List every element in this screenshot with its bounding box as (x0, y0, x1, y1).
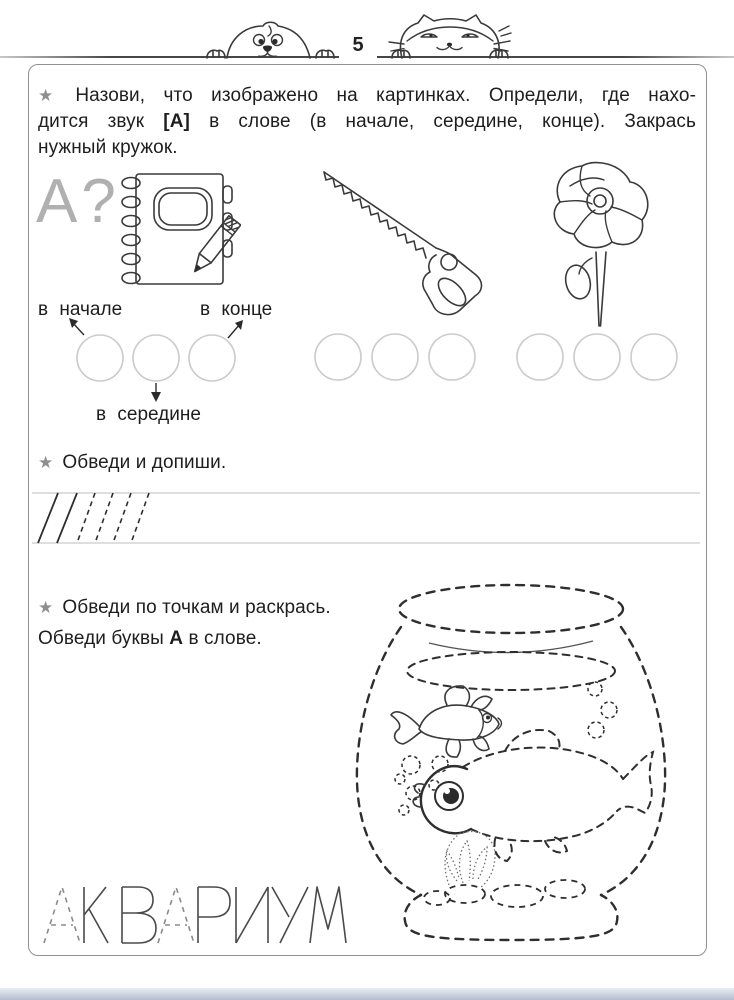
label-middle: в середине (96, 404, 201, 425)
small-fish-icon (391, 686, 502, 757)
letter-prompt: А? (36, 167, 120, 236)
notebook-icon (116, 166, 241, 298)
task-star-icon: ★ (38, 86, 67, 105)
letter-a-token: А (169, 628, 184, 649)
answer-circle[interactable] (315, 334, 361, 380)
trace-letter[interactable] (122, 887, 156, 943)
trace-letter[interactable] (198, 887, 230, 943)
trace-word-svg[interactable] (42, 884, 352, 946)
dog-icon (203, 18, 341, 60)
label-end: в конце (200, 299, 273, 320)
trace-letter[interactable] (236, 887, 268, 943)
trace-letter[interactable] (310, 887, 346, 943)
answer-circle[interactable] (189, 335, 235, 381)
task1-line1: ★ Назови, что изображено на картинках. Определи, где нахо- (38, 85, 696, 106)
task-star-icon: ★ (38, 598, 54, 617)
trace-letter[interactable] (44, 887, 80, 943)
label-begin: в начале (38, 299, 123, 320)
cat-icon (386, 12, 516, 62)
answer-circle[interactable] (77, 335, 123, 381)
task1-instruction (38, 83, 696, 161)
answer-circle[interactable] (133, 335, 179, 381)
answer-circle[interactable] (631, 334, 677, 380)
trace-letter[interactable] (158, 887, 194, 943)
trace-letter[interactable] (84, 887, 108, 943)
task1-line2: дится звук [А] в слове (в начале, середине, конце). Закрась (38, 111, 696, 132)
answer-circle[interactable] (574, 334, 620, 380)
tracing-lines[interactable] (32, 483, 702, 551)
answer-circle[interactable] (517, 334, 563, 380)
task1-line3: нужный кружок. (38, 137, 178, 158)
answer-circle[interactable] (429, 334, 475, 380)
seaweed-icon (445, 831, 495, 887)
answer-area (32, 288, 702, 430)
answer-circle[interactable] (372, 334, 418, 380)
big-fish-icon (413, 730, 653, 861)
aquarium-icon[interactable] (345, 583, 690, 947)
task-star-icon: ★ (38, 453, 54, 472)
bottom-strip (0, 988, 734, 1000)
task2-instruction: ★ Обведи и допиши. (38, 452, 227, 473)
sound-a-token: [А] (163, 111, 190, 132)
task3-instruction: ★ Обведи по точкам и раскрась. Обведи буквы А в слове. (38, 597, 331, 649)
trace-letter[interactable] (272, 887, 308, 943)
page-number: 5 (339, 34, 377, 58)
